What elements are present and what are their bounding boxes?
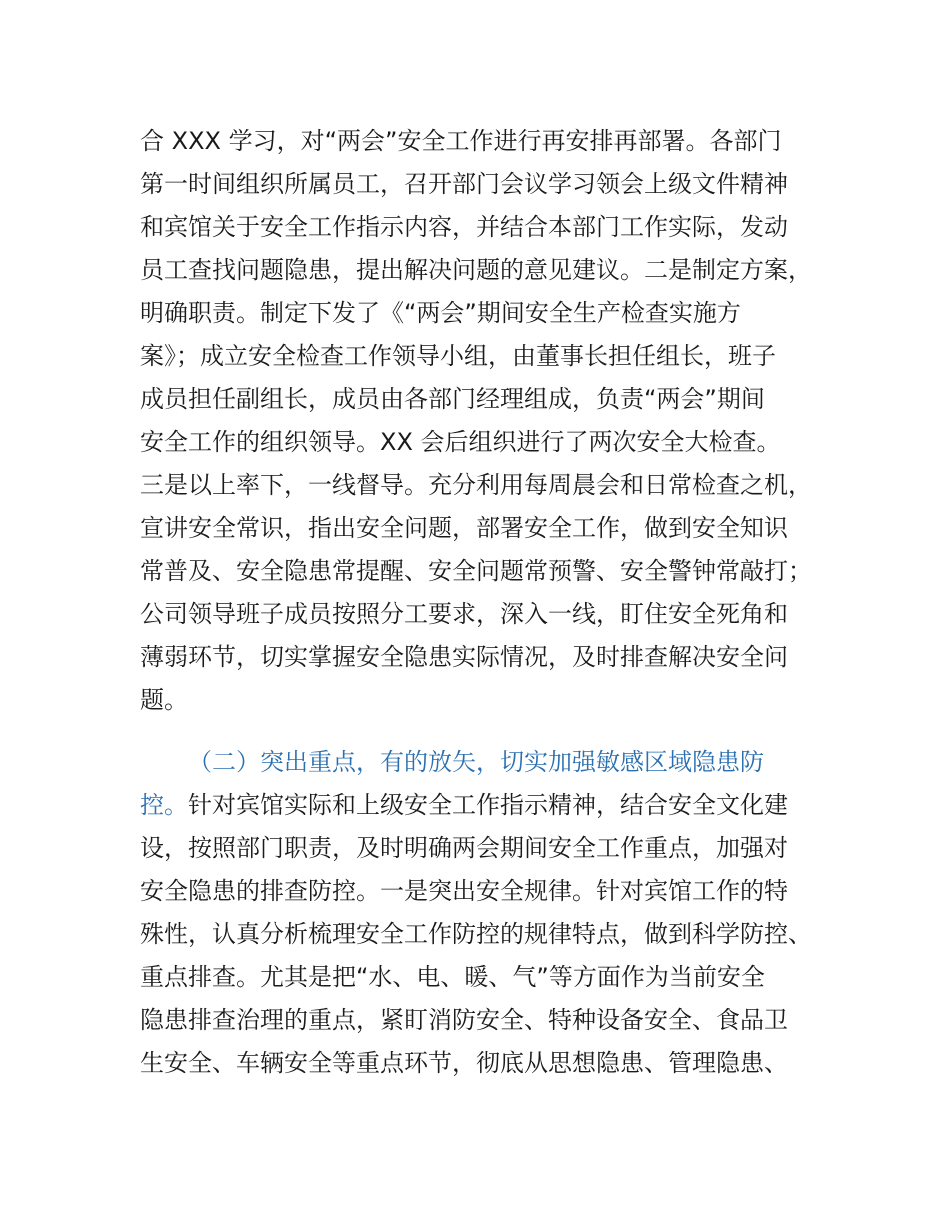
paragraph1-line: 成员担任副组长，成员由各部门经理组成，负责“两会”期间 <box>140 385 765 413</box>
paragraph2-first-line: 针对宾馆实际和上级安全工作指示精神，结合安全文化建 <box>188 791 788 819</box>
paragraph2-line: 生安全、车辆安全等重点环节，彻底从思想隐患、管理隐患、 <box>140 1049 788 1077</box>
paragraph1-line: 案》；成立安全检查工作领导小组，由董事长担任组长，班子 <box>140 342 776 370</box>
paragraph1-line: 公司领导班子成员按照分工要求，深入一线，盯住安全死角和 <box>140 600 788 628</box>
section2-heading: （二）突出重点，有的放矢，切实加强敏感区域隐患防 <box>188 748 764 776</box>
paragraph1-line: 和宾馆关于安全工作指示内容，并结合本部门工作实际，发动 <box>140 213 788 241</box>
section2-heading-continuation <box>140 790 788 820</box>
paragraph1-line: 薄弱环节，切实掌握安全隐患实际情况，及时排查解决安全问 <box>140 643 788 671</box>
paragraph1-line: 员工查找问题隐患，提出解决问题的意见建议。二是制定方案， <box>140 256 812 284</box>
paragraph1-line: 常普及、安全隐患常提醒、安全问题常预警、安全警钟常敲打； <box>140 557 812 585</box>
paragraph2-line: 安全隐患的排查防控。一是突出安全规律。针对宾馆工作的特 <box>140 877 788 905</box>
paragraph1-line: 安全工作的组织领导。XX 会后组织进行了两次安全大检查。 <box>140 428 781 456</box>
paragraph2-line: 隐患排查治理的重点，紧盯消防安全、特种设备安全、食品卫 <box>140 1006 788 1034</box>
paragraph1-line: 题。 <box>140 686 188 714</box>
paragraph2-line: 设，按照部门职责，及时明确两会期间安全工作重点，加强对 <box>140 834 788 862</box>
paragraph1-line: 宣讲安全常识，指出安全问题，部署安全工作，做到安全知识 <box>140 514 788 542</box>
paragraph1-line: 三是以上率下，一线督导。充分利用每周晨会和日常检查之机， <box>140 471 812 499</box>
paragraph1-line: 第一时间组织所属员工，召开部门会议学习领会上级文件精神 <box>140 170 788 198</box>
paragraph2-line: 重点排查。尤其是把“水、电、暖、气”等方面作为当前安全 <box>140 963 765 991</box>
paragraph2-line: 殊性，认真分析梳理安全工作防控的规律特点，做到科学防控、 <box>140 920 812 948</box>
paragraph1-line: 明确职责。制定下发了《“两会”期间安全生产检查实施方 <box>140 299 741 327</box>
paragraph1-line: 合 XXX 学习，对“两会”安全工作进行再安排再部署。各部门 <box>140 127 782 155</box>
section2-heading-end: 控。 <box>140 791 188 819</box>
